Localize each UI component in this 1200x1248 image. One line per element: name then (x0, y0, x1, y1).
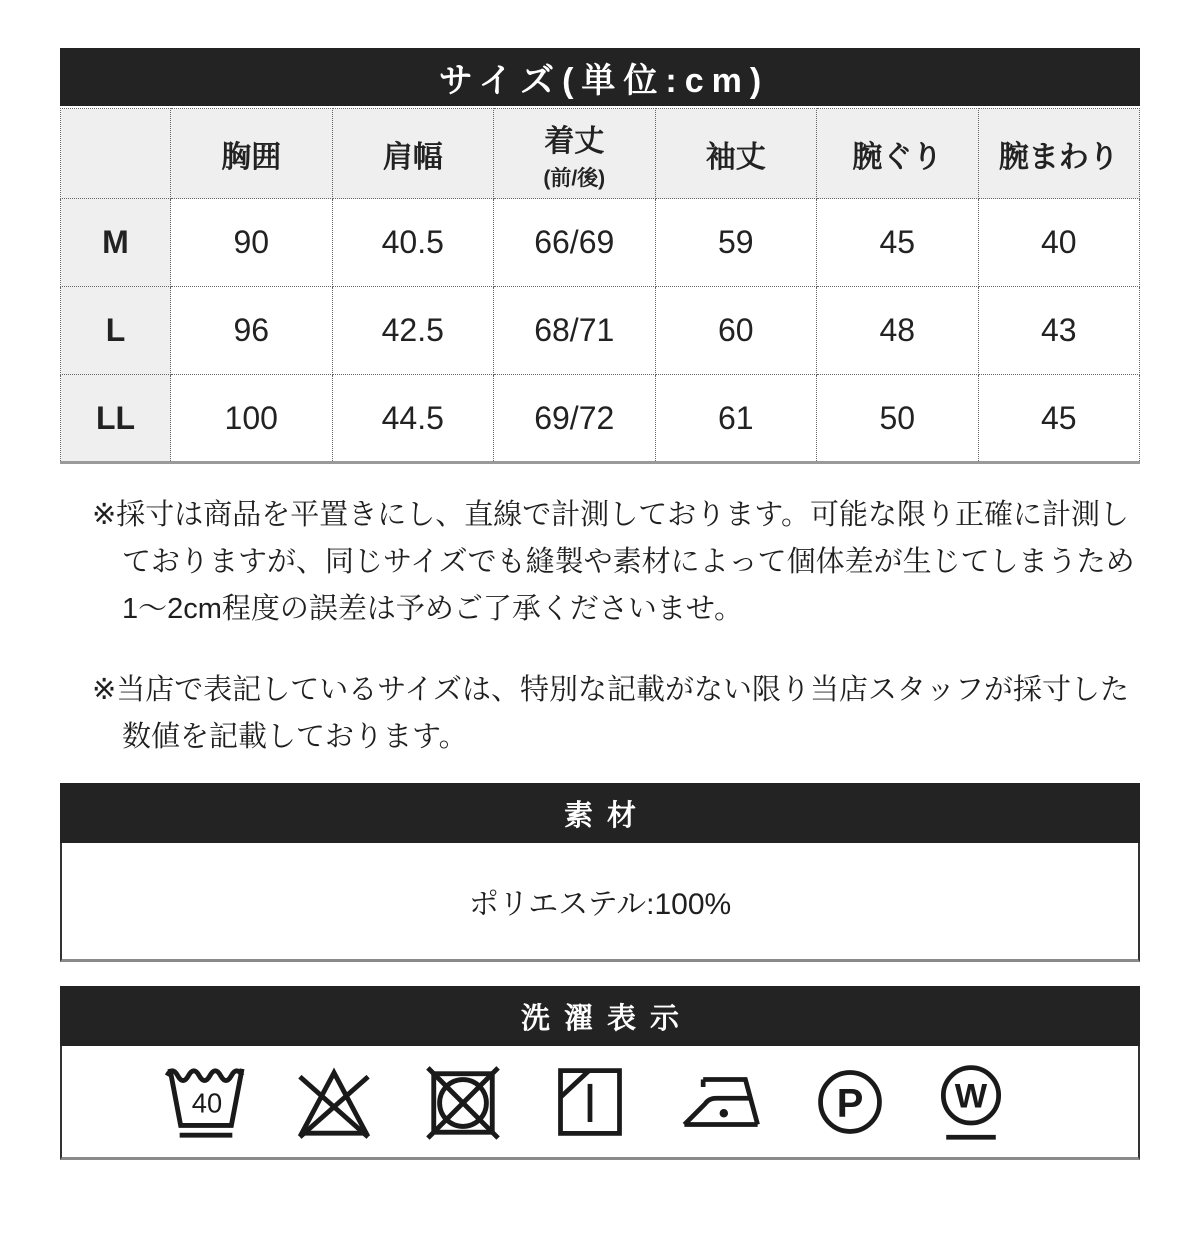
wash-40-icon (164, 1063, 248, 1141)
ll-arm-around: 45 (978, 375, 1140, 463)
do-not-tumble-dry-icon (421, 1063, 505, 1141)
col-header-armhole: 腕ぐり (817, 109, 979, 199)
material-content (60, 843, 1140, 962)
col-header-length-main: 着丈 (544, 124, 605, 158)
col-header-length-sub: (前/後) (543, 166, 606, 190)
ll-chest: 100 (171, 375, 333, 463)
do-not-bleach-icon (292, 1063, 376, 1141)
m-chest: 90 (171, 199, 333, 287)
size-table-corner-cell (61, 109, 171, 199)
l-sleeve: 60 (655, 287, 817, 375)
size-section-title: サイズ(単位:cm) (438, 61, 770, 100)
measurement-note-line-1: ※採寸は商品を平置きにし、直線で計測しております。可能な限り正確に計測し (92, 499, 1129, 531)
table-row-m (61, 199, 1140, 287)
iron-low-icon (675, 1066, 767, 1138)
col-header-length (494, 109, 656, 199)
measurement-note-line-2: ておりますが、同じサイズでも縫製や素材によって個体差が生じてしまうため (122, 546, 1135, 578)
m-arm-around: 40 (978, 199, 1140, 287)
l-arm-around: 43 (978, 287, 1140, 375)
col-header-arm-around: 腕まわり (978, 109, 1140, 199)
col-header-chest: 胸囲 (171, 109, 333, 199)
material-section-title: 素材 (563, 799, 650, 832)
size-table (60, 108, 1140, 464)
washing-section (60, 986, 1140, 1160)
m-shoulder: 40.5 (332, 199, 494, 287)
wet-clean-letter: W (954, 1077, 988, 1116)
wet-clean-w-icon (932, 1061, 1010, 1143)
l-shoulder: 42.5 (332, 287, 494, 375)
ll-shoulder: 44.5 (332, 375, 494, 463)
dry-clean-letter: P (836, 1080, 863, 1125)
l-chest: 96 (171, 287, 333, 375)
staff-measurement-note-line-2: 数値を記載しております。 (122, 721, 468, 753)
material-section (60, 783, 1140, 962)
material-value: ポリエステル:100% (468, 888, 732, 921)
measurement-note (60, 492, 1140, 633)
staff-measurement-note-line-1: ※当店で表記しているサイズは、特別な記載がない限り当店スタッフが採寸した (92, 674, 1129, 706)
washing-section-header (60, 986, 1140, 1046)
washing-symbols-row (60, 1046, 1140, 1160)
size-label-m: M (61, 199, 171, 287)
ll-armhole: 50 (817, 375, 979, 463)
washing-section-title: 洗濯表示 (520, 1002, 693, 1035)
l-length: 68/71 (494, 287, 656, 375)
m-length: 66/69 (494, 199, 656, 287)
size-label-ll: LL (61, 375, 171, 463)
size-label-l: L (61, 287, 171, 375)
measurement-note-line-3: 1〜2cm程度の誤差は予めご了承くださいませ。 (122, 593, 744, 625)
product-spec-sheet (60, 48, 1140, 1160)
ll-length: 69/72 (494, 375, 656, 463)
table-row-ll (61, 375, 1140, 463)
m-sleeve: 59 (655, 199, 817, 287)
staff-measurement-note (60, 667, 1140, 761)
col-header-shoulder: 肩幅 (332, 109, 494, 199)
l-armhole: 48 (817, 287, 979, 375)
m-armhole: 45 (817, 199, 979, 287)
table-row-l (61, 287, 1140, 375)
line-dry-in-shade-icon (549, 1063, 631, 1141)
dry-clean-p-icon (812, 1064, 888, 1140)
col-header-sleeve: 袖丈 (655, 109, 817, 199)
material-section-header (60, 783, 1140, 843)
size-section-header (60, 48, 1140, 106)
size-table-header-row (61, 109, 1140, 199)
wash-temperature-label: 40 (191, 1087, 223, 1119)
ll-sleeve: 61 (655, 375, 817, 463)
